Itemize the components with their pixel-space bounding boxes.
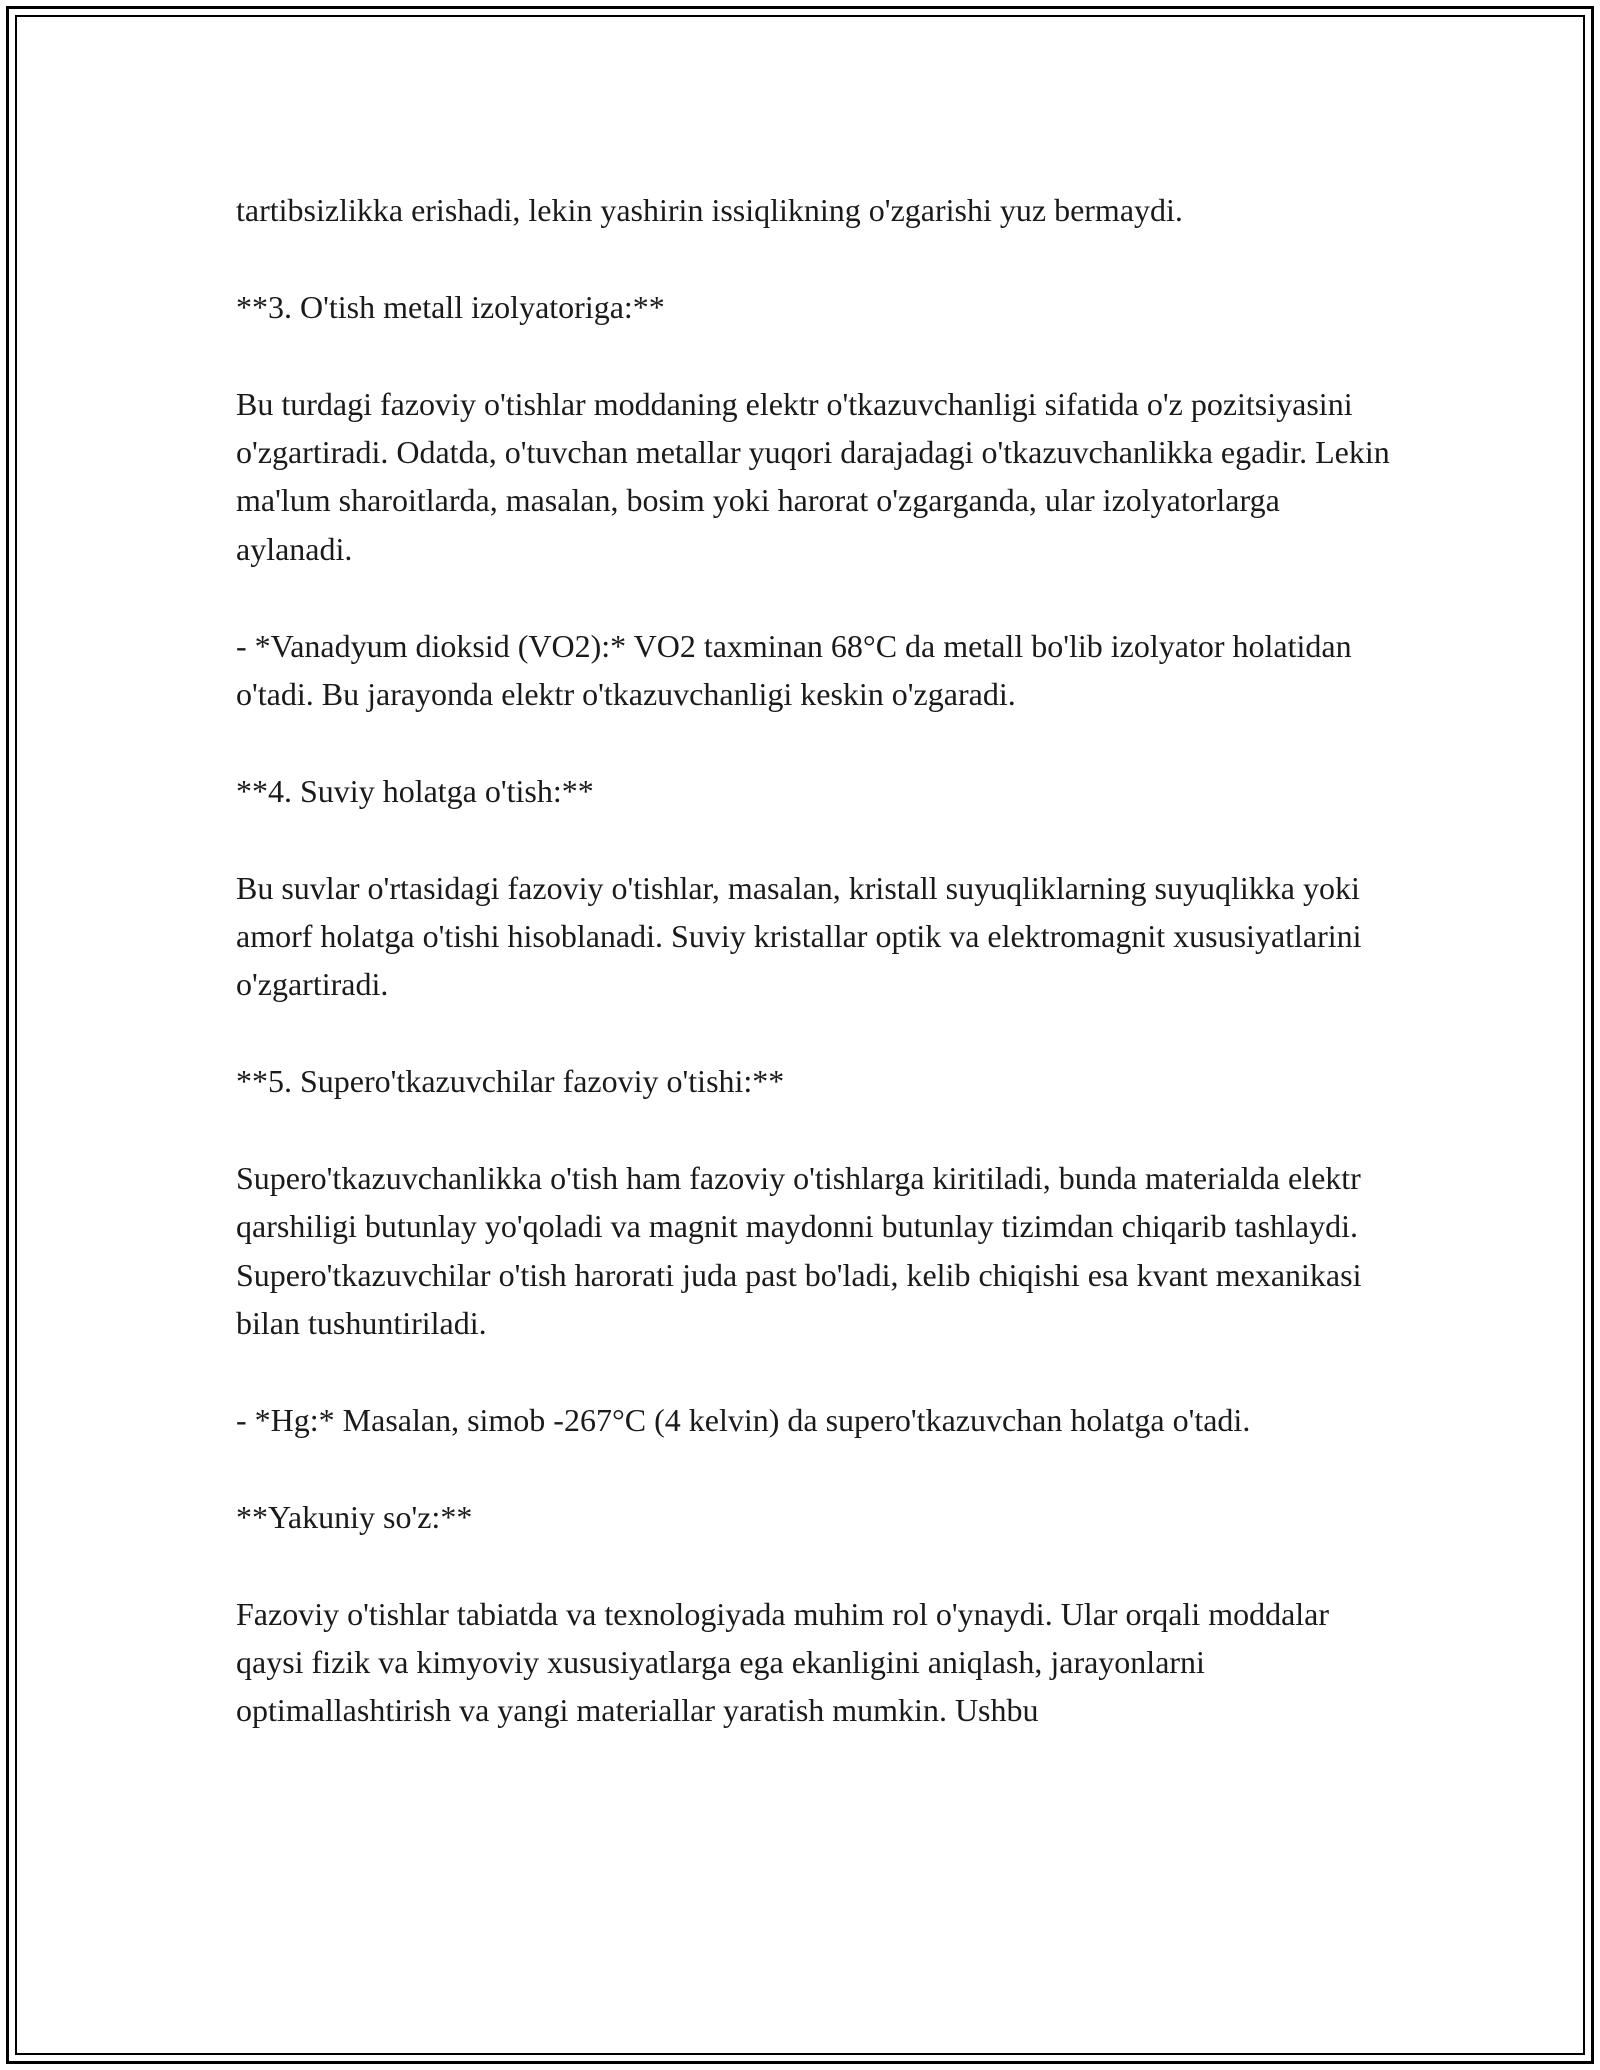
paragraph-continuation: tartibsizlikka erishadi, lekin yashirin issiqlikning o'zgarishi yuz bermaydi. xyxy=(236,192,1183,228)
paragraph-metal-insulator: Bu turdagi fazoviy o'tishlar moddaning elektr o'tkazuvchanligi sifatida o'z pozitsiyasini o'zgartiradi. Odatda, o'tuvchan metallar yuqori darajadagi o'tkazuvchanlikka egadir. Lekin ma'lum sharoitlarda, masalan, bosim yoki harorat o'zgarganda, ular izolyatorlarga aylanadi. xyxy=(236,385,1390,567)
list-item-mercury: - *Hg:* Masalan, simob -267°C (4 kelvin) da supero'tkazuvchan holatga o'tadi. xyxy=(236,1402,1251,1439)
list-item-vanadium-dioxide: - *Vanadyum dioksid (VO2):* VO2 taxminan 68°C da metall bo'lib izolyator holatidan o'tadi. Bu jarayonda elektr o'tkazuvchanligi keskin o'zgaradi. xyxy=(236,627,1352,713)
paragraph-conclusion: Fazoviy o'tishlar tabiatda va texnologiyada muhim rol o'ynaydi. Ular orqali moddalar qaysi fizik va kimyoviy xususiyatlarga ega ekanligini aniqlash, jarayonlarni optimallashtirish va yangi materiallar yaratish mumkin. Ushbu xyxy=(236,1595,1330,1729)
document-body xyxy=(236,186,1396,1735)
heading-liquid-state-transition: **4. Suviy holatga o'tish:** xyxy=(236,772,594,809)
paragraph-superconductivity: Supero'tkazuvchanlikka o'tish ham fazoviy o'tishlarga kiritiladi, bunda materialda elektr qarshiligi butunlay yo'qoladi va magnit maydonni butunlay tizimdan chiqarib tashlaydi. Supero'tkazuvchilar o'tish harorati juda past bo'ladi, kelib chiqishi esa kvant mexanikasi bilan tushuntiriladi. xyxy=(236,1160,1362,1342)
heading-conclusion: **Yakuniy so'z:** xyxy=(236,1498,473,1535)
heading-superconductor-transition: **5. Supero'tkazuvchilar fazoviy o'tishi:** xyxy=(236,1063,785,1100)
paragraph-liquid-crystals: Bu suvlar o'rtasidagi fazoviy o'tishlar, masalan, kristall suyuqliklarning suyuqlikka yoki amorf holatga o'tishi hisoblanadi. Suviy kristallar optik va elektromagnit xususiyatlarini o'zgartiradi. xyxy=(236,869,1362,1003)
heading-metal-insulator-transition: **3. O'tish metall izolyatoriga:** xyxy=(236,288,665,325)
